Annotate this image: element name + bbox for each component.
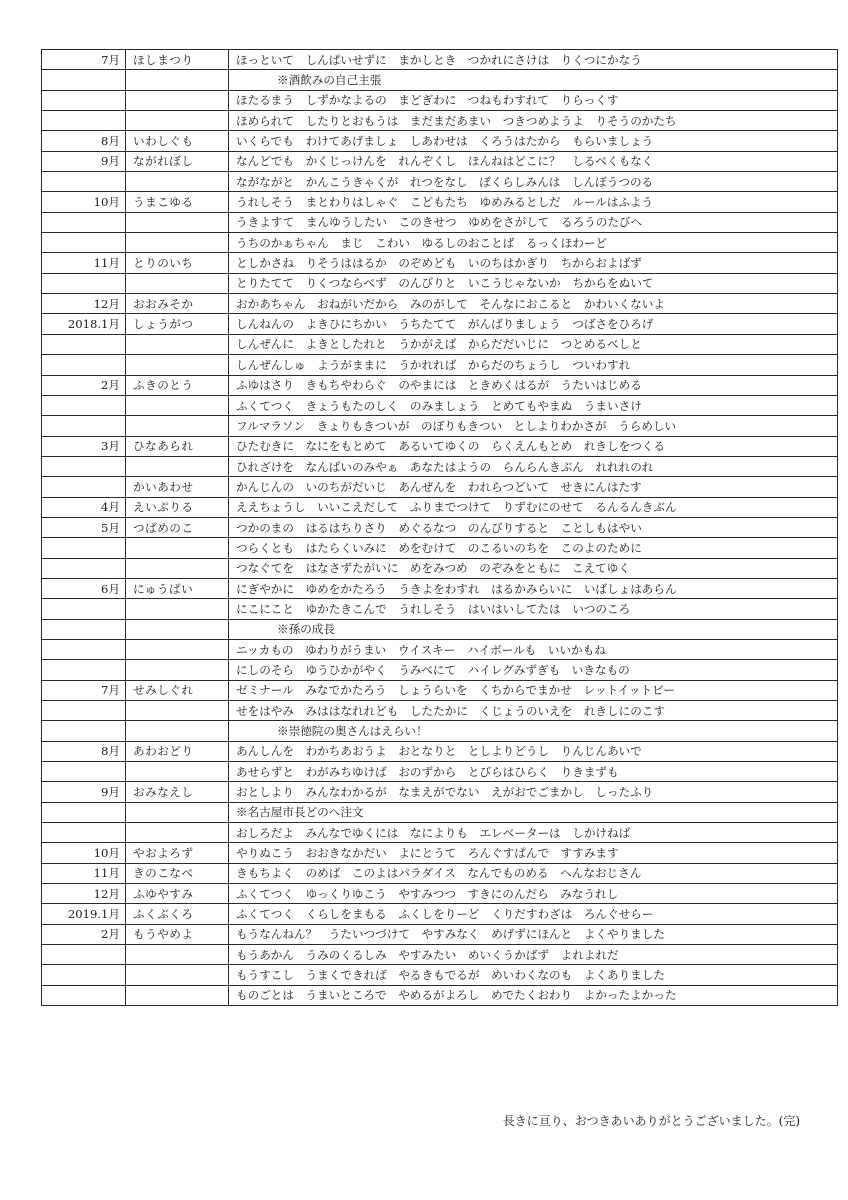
table-row	[42, 741, 838, 761]
verse-cell: ニッカもの ゆわりがうまい ウイスキー ハイボールも いいかもね	[229, 639, 838, 659]
verse-cell: フルマラソン きょりもきついが のぼりもきつい としよりわかさが うらめしい	[229, 416, 838, 436]
month-cell	[42, 965, 126, 985]
season-title-cell	[126, 721, 229, 741]
verse-cell: もうなんねん？ うたいつづけて やすみなく めげずにほんと よくやりました	[229, 924, 838, 944]
month-cell: 10月	[42, 843, 126, 863]
verse-cell: つらくとも はたらくいみに めをむけて のこるいのちを このよのために	[229, 538, 838, 558]
note-cell: ※崇徳院の奥さんはえらい！	[229, 721, 838, 741]
verse-cell: きもちよく のめば このよはパラダイス なんでものめる へんなおじさん	[229, 863, 838, 883]
month-cell: 7月	[42, 50, 126, 70]
table-row	[42, 782, 838, 802]
month-cell	[42, 639, 126, 659]
month-cell	[42, 762, 126, 782]
verse-cell: しんぜんに よきとしたれと うかがえば からだだいじに つとめるべしと	[229, 334, 838, 354]
season-title-cell	[126, 762, 229, 782]
table-row	[42, 884, 838, 904]
month-cell: 9月	[42, 782, 126, 802]
season-title-cell	[126, 985, 229, 1005]
season-title-cell	[126, 660, 229, 680]
verse-cell: しんぜんしゅ ようがままに うかれれば からだのちょうし ついわすれ	[229, 355, 838, 375]
verse-cell: ながながと かんこうきゃくが れつをなし ぼくらしみんは しんぼうつのる	[229, 172, 838, 192]
table-row	[42, 823, 838, 843]
table-row	[42, 253, 838, 273]
table-row	[42, 721, 838, 741]
table-row	[42, 558, 838, 578]
verse-cell: にぎやかに ゆめをかたろう うきよをわすれ はるかみらいに いばしょはあらん	[229, 578, 838, 598]
season-title-cell	[126, 111, 229, 131]
verse-cell: ふくてつく きょうもたのしく のみましょう とめてもやまぬ うまいさけ	[229, 395, 838, 415]
season-title-cell: しょうがつ	[126, 314, 229, 334]
month-cell: 11月	[42, 863, 126, 883]
season-title-cell: やおよろず	[126, 843, 229, 863]
verse-cell: なんどでも かくじっけんを れんぞくし ほんねはどこに？ しるべくもなく	[229, 151, 838, 171]
month-cell	[42, 70, 126, 90]
table-row	[42, 945, 838, 965]
month-cell	[42, 212, 126, 232]
season-title-cell	[126, 538, 229, 558]
table-row	[42, 90, 838, 110]
month-cell	[42, 802, 126, 822]
season-title-cell: うまこゆる	[126, 192, 229, 212]
table-row	[42, 517, 838, 537]
verse-cell: にこにこと ゆかたきこんで うれしそう はいはいしてたは いつのころ	[229, 599, 838, 619]
month-cell	[42, 172, 126, 192]
month-cell	[42, 416, 126, 436]
verse-cell: ふゆはさり きもちやわらぐ のやまには ときめくはるが うたいはじめる	[229, 375, 838, 395]
table-row	[42, 273, 838, 293]
season-title-cell	[126, 945, 229, 965]
table-row	[42, 172, 838, 192]
month-cell: 2019.1月	[42, 904, 126, 924]
table-row	[42, 50, 838, 70]
table-row	[42, 904, 838, 924]
verse-cell: おしろだよ みんなでゆくには なによりも エレベーターは しかけねば	[229, 823, 838, 843]
month-cell	[42, 701, 126, 721]
verse-cell: ほめられて したりとおもうは まだまだあまい つきつめようよ りそうのかたち	[229, 111, 838, 131]
month-cell	[42, 334, 126, 354]
table-row	[42, 578, 838, 598]
table-row	[42, 802, 838, 822]
verse-cell: うちのかぁちゃん まじ こわい ゆるしのおことば るっくほわーど	[229, 233, 838, 253]
table-row	[42, 965, 838, 985]
table-row	[42, 436, 838, 456]
season-title-cell: おみなえし	[126, 782, 229, 802]
season-title-cell	[126, 965, 229, 985]
table-row	[42, 151, 838, 171]
table-row	[42, 538, 838, 558]
verse-cell: ふくてつく ゆっくりゆこう やすみつつ すきにのんだら みなうれし	[229, 884, 838, 904]
table-row	[42, 863, 838, 883]
month-cell: 11月	[42, 253, 126, 273]
verse-cell: しんねんの よきひにちかい うちたてて がんばりましょう つばさをひろげ	[229, 314, 838, 334]
month-cell: 8月	[42, 741, 126, 761]
table-row	[42, 762, 838, 782]
verse-cell: ものごとは うまいところで やめるがよろし めでたくおわり よかったよかった	[229, 985, 838, 1005]
month-cell: 12月	[42, 884, 126, 904]
season-title-cell	[126, 355, 229, 375]
verse-cell: いくらでも わけてあげましょ しあわせは くろうはたから もらいましょう	[229, 131, 838, 151]
month-cell	[42, 355, 126, 375]
season-title-cell: ふくぶくろ	[126, 904, 229, 924]
verse-cell: うれしそう まとわりはしゃぐ こどもたち ゆめみるとしだ ルールはふよう	[229, 192, 838, 212]
haiku-table-body	[42, 50, 838, 1006]
verse-cell: おとしより みんなわかるが なまえがでない えがおでごまかし しったふり	[229, 782, 838, 802]
verse-cell: うきよすて まんゆうしたい このきせつ ゆめをさがして るろうのたびへ	[229, 212, 838, 232]
verse-cell: あせらずと わがみちゆけば おのずから とびらはひらく りきまずも	[229, 762, 838, 782]
verse-cell: としかさね りそうははるか のぞめども いのちはかぎり ちからおよばず	[229, 253, 838, 273]
month-cell: 4月	[42, 497, 126, 517]
verse-cell: つなぐてを はなさずたがいに めをみつめ のぞみをともに こえてゆく	[229, 558, 838, 578]
verse-cell: せをはやみ みははなれれども したたかに くじょうのいえを れきしにのこす	[229, 701, 838, 721]
month-cell: 5月	[42, 517, 126, 537]
table-row	[42, 192, 838, 212]
season-title-cell: せみしぐれ	[126, 680, 229, 700]
season-title-cell: えいぷりる	[126, 497, 229, 517]
month-cell: 2月	[42, 375, 126, 395]
table-row	[42, 497, 838, 517]
verse-cell: ほたるまう しずかなよるの まどぎわに つねもわすれて りらっくす	[229, 90, 838, 110]
table-row	[42, 294, 838, 314]
season-title-cell	[126, 599, 229, 619]
month-cell	[42, 599, 126, 619]
month-cell	[42, 538, 126, 558]
table-row	[42, 375, 838, 395]
season-title-cell: かいあわせ	[126, 477, 229, 497]
month-cell: 2018.1月	[42, 314, 126, 334]
month-cell	[42, 660, 126, 680]
season-title-cell	[126, 334, 229, 354]
verse-cell: ええちょうし いいこえだして ふりまでつけて りずむにのせて るんるんきぶん	[229, 497, 838, 517]
verse-cell: とりたてて りくつならべず のんびりと いこうじゃないか ちからをぬいて	[229, 273, 838, 293]
table-row	[42, 477, 838, 497]
table-row	[42, 111, 838, 131]
month-cell: 6月	[42, 578, 126, 598]
verse-cell: ひれざけを なんばいのみやぁ あなたはようの らんらんきぶん れれれのれ	[229, 456, 838, 476]
season-title-cell	[126, 823, 229, 843]
month-cell	[42, 985, 126, 1005]
note-cell: ※孫の成長	[229, 619, 838, 639]
season-title-cell: おおみそか	[126, 294, 229, 314]
verse-cell: ほっといて しんぱいせずに まかしとき つかれにさけは りくつにかなう	[229, 50, 838, 70]
month-cell: 7月	[42, 680, 126, 700]
table-row	[42, 416, 838, 436]
season-title-cell: ながれぼし	[126, 151, 229, 171]
month-cell: 8月	[42, 131, 126, 151]
verse-cell: ひたむきに なにをもとめて あるいてゆくの らくえんもとめ れきしをつくる	[229, 436, 838, 456]
month-cell: 3月	[42, 436, 126, 456]
month-cell	[42, 558, 126, 578]
verse-cell: ※名古屋市長どのへ注文	[229, 802, 838, 822]
month-cell: 9月	[42, 151, 126, 171]
haiku-table	[41, 49, 838, 1006]
month-cell	[42, 90, 126, 110]
season-title-cell: つばめのこ	[126, 517, 229, 537]
month-cell	[42, 273, 126, 293]
season-title-cell	[126, 619, 229, 639]
table-row	[42, 701, 838, 721]
month-cell	[42, 111, 126, 131]
month-cell	[42, 477, 126, 497]
verse-cell: ふくてつく くらしをまもる ふくしをりーど くりだすわざは ろんぐせらー	[229, 904, 838, 924]
verse-cell: つかのまの はるはちりさり めぐるなつ のんびりすると ことしもはやい	[229, 517, 838, 537]
season-title-cell: もうやめよ	[126, 924, 229, 944]
verse-cell: かんじんの いのちがだいじ あんぜんを われらつどいて せきにんはたす	[229, 477, 838, 497]
table-row	[42, 233, 838, 253]
season-title-cell: ひなあられ	[126, 436, 229, 456]
table-row	[42, 985, 838, 1005]
table-row	[42, 619, 838, 639]
table-row	[42, 212, 838, 232]
table-row	[42, 456, 838, 476]
table-row	[42, 395, 838, 415]
season-title-cell: ふきのとう	[126, 375, 229, 395]
table-row	[42, 660, 838, 680]
month-cell	[42, 721, 126, 741]
table-row	[42, 70, 838, 90]
closing-message: 長きに亘り、おつきあいありがとうございました。(完)	[502, 1114, 800, 1128]
season-title-cell: ほしまつり	[126, 50, 229, 70]
season-title-cell	[126, 212, 229, 232]
table-row	[42, 639, 838, 659]
season-title-cell: にゅうばい	[126, 578, 229, 598]
verse-cell: やりぬこう おおきなかだい よにとうて ろんぐすぱんで すすみます	[229, 843, 838, 863]
season-title-cell	[126, 395, 229, 415]
verse-cell: もうあかん うみのくるしみ やすみたい めいくうかばず よれよれだ	[229, 945, 838, 965]
month-cell	[42, 619, 126, 639]
verse-cell: ゼミナール みなでかたろう しょうらいを くちからでまかせ レットイットビー	[229, 680, 838, 700]
season-title-cell	[126, 172, 229, 192]
table-row	[42, 680, 838, 700]
month-cell: 10月	[42, 192, 126, 212]
verse-cell: あんしんを わかちあおうよ おとなりと としよりどうし りんじんあいで	[229, 741, 838, 761]
table-row	[42, 355, 838, 375]
season-title-cell	[126, 456, 229, 476]
verse-cell: おかあちゃん おねがいだから みのがして そんなにおこると かわいくないよ	[229, 294, 838, 314]
verse-cell: もうすこし うまくできれば やるきもでるが めいわくなのも よくありました	[229, 965, 838, 985]
season-title-cell: とりのいち	[126, 253, 229, 273]
month-cell	[42, 456, 126, 476]
season-title-cell	[126, 70, 229, 90]
table-row	[42, 334, 838, 354]
season-title-cell: ふゆやすみ	[126, 884, 229, 904]
season-title-cell	[126, 558, 229, 578]
table-row	[42, 599, 838, 619]
month-cell	[42, 233, 126, 253]
season-title-cell: あわおどり	[126, 741, 229, 761]
table-row	[42, 924, 838, 944]
season-title-cell	[126, 701, 229, 721]
table-row	[42, 843, 838, 863]
season-title-cell	[126, 416, 229, 436]
season-title-cell	[126, 90, 229, 110]
season-title-cell	[126, 273, 229, 293]
month-cell	[42, 823, 126, 843]
note-cell: ※酒飲みの自己主張	[229, 70, 838, 90]
month-cell: 12月	[42, 294, 126, 314]
table-row	[42, 314, 838, 334]
month-cell	[42, 945, 126, 965]
table-row	[42, 131, 838, 151]
season-title-cell: きのこなべ	[126, 863, 229, 883]
month-cell: 2月	[42, 924, 126, 944]
season-title-cell	[126, 802, 229, 822]
verse-cell: にしのそら ゆうひかがやく うみべにて ハイレグみずぎも いきなもの	[229, 660, 838, 680]
season-title-cell	[126, 233, 229, 253]
season-title-cell: いわしぐも	[126, 131, 229, 151]
season-title-cell	[126, 639, 229, 659]
month-cell	[42, 395, 126, 415]
